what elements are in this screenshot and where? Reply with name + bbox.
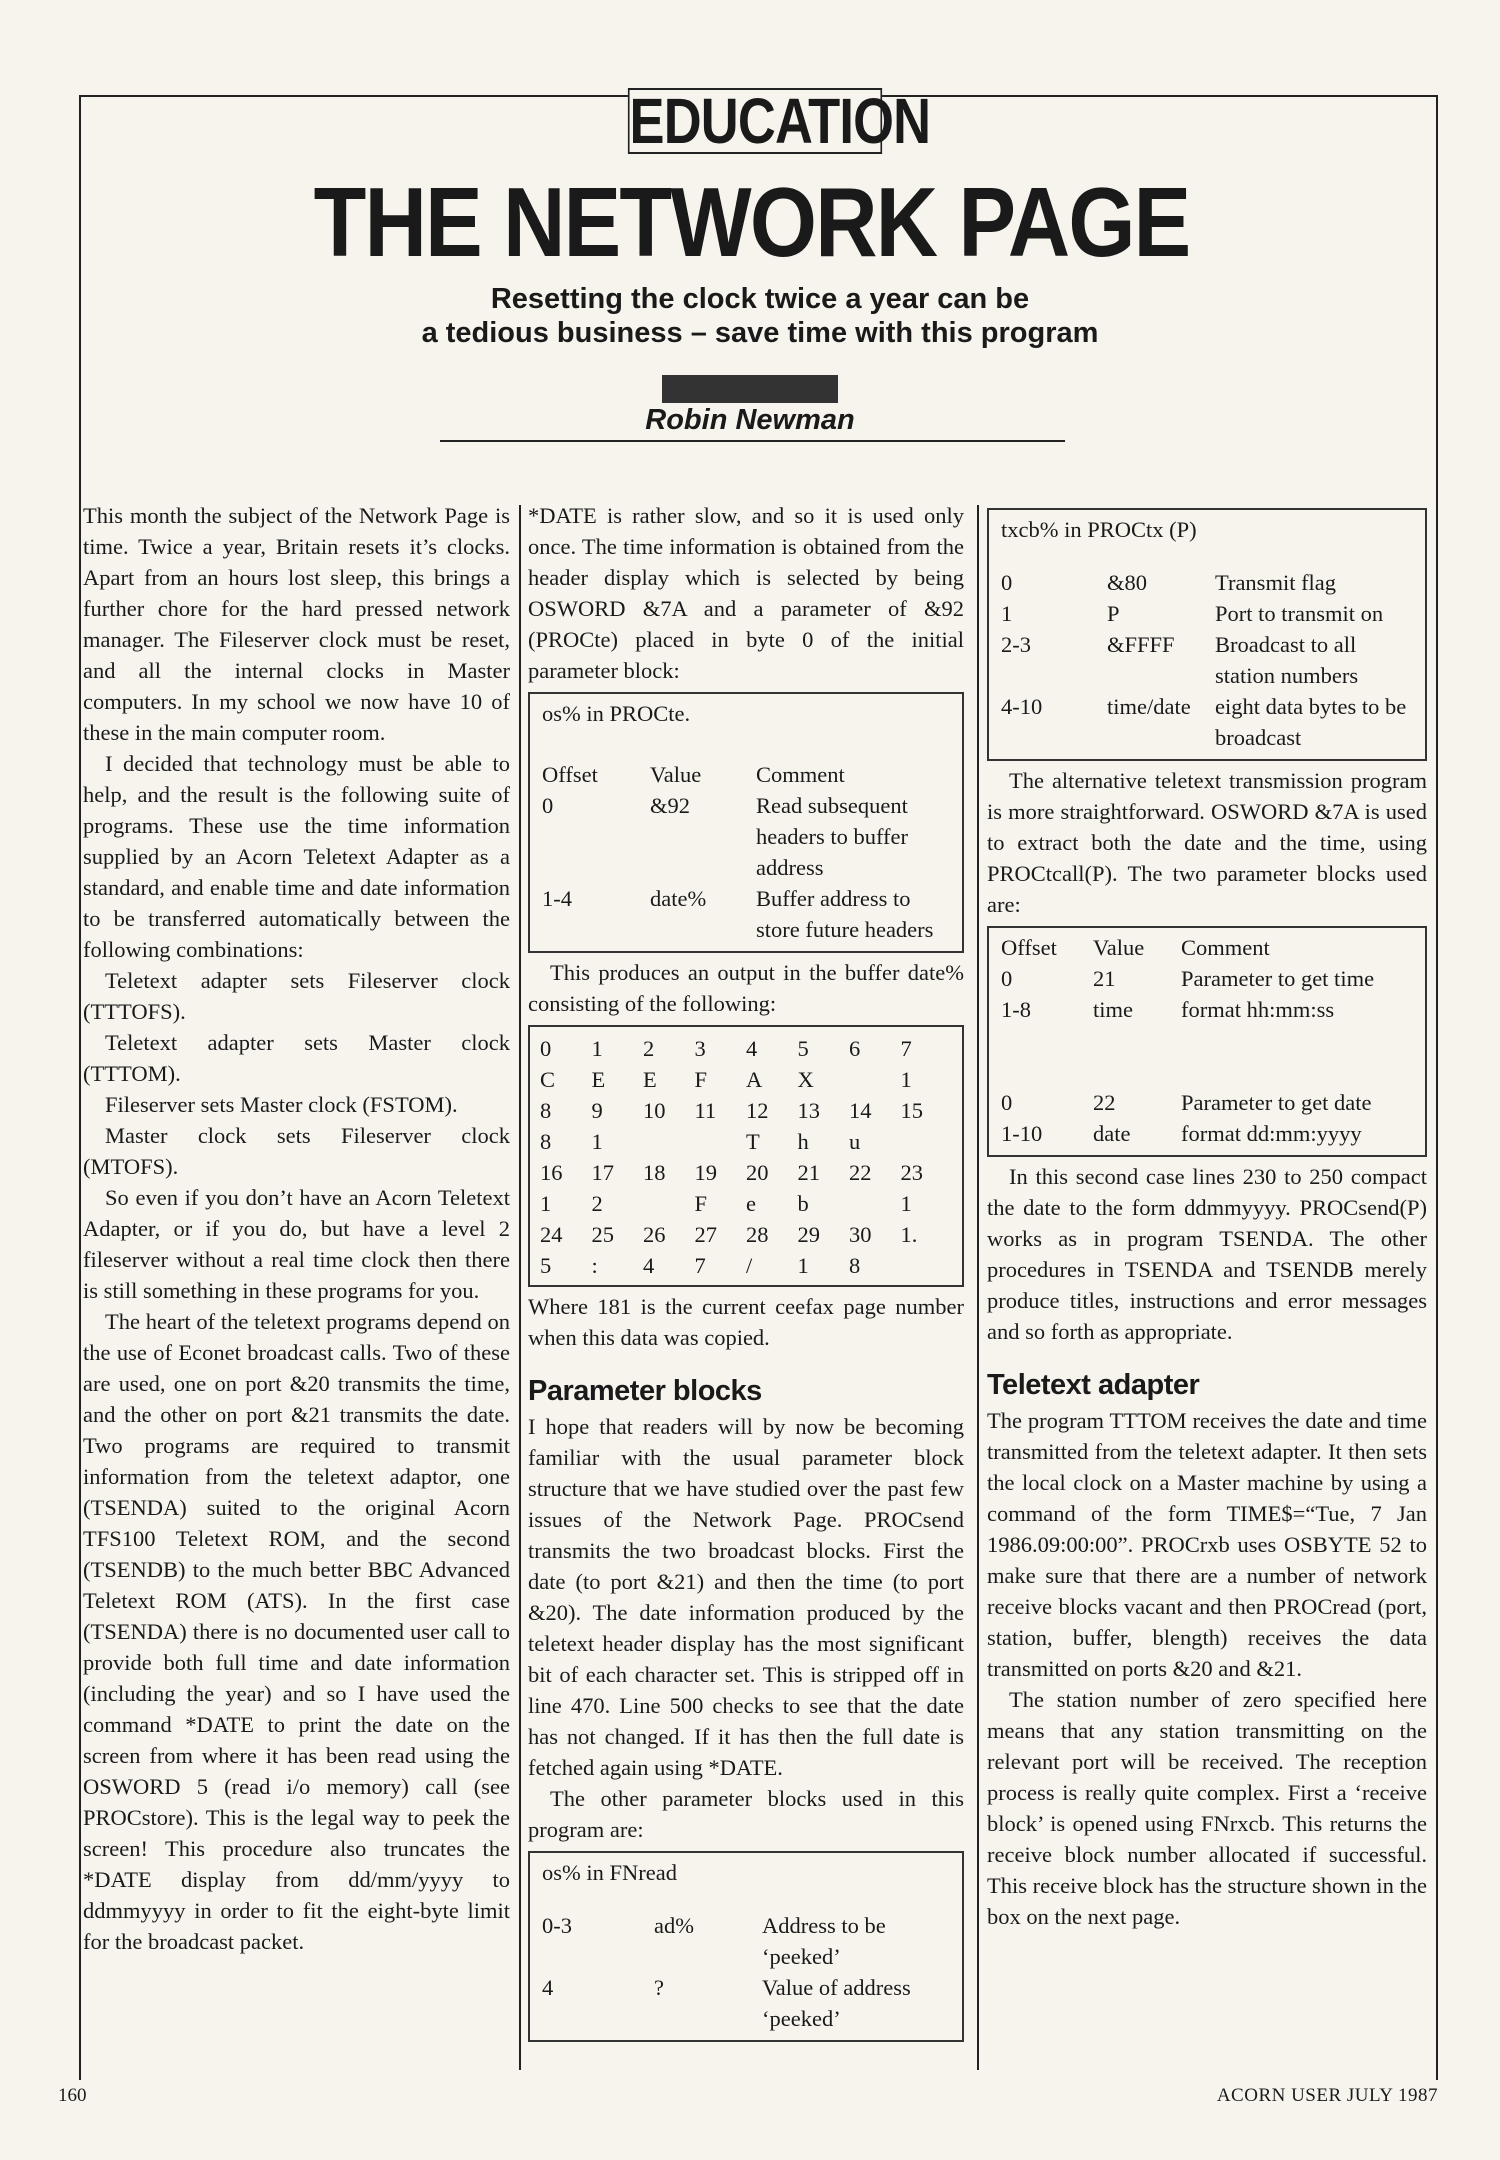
cell: format hh:mm:ss (1181, 997, 1335, 1022)
box-row (542, 790, 950, 883)
paragraph: The alternative teletext transmission program is more straightforward. OSWORD &7A is used to extract both the date and the time, using PROCtcall(P). The two parameter blocks used are: (987, 768, 1427, 917)
header-value: Value (650, 762, 702, 787)
buffer-grid (528, 1025, 964, 1287)
paragraph: I hope that readers will by now be becoming familiar with the usual parameter block structure that we have studied over the past few issues of the Network Page. PROCsend transmits the two broadcast blocks. First the date (to port &21) and then the time (to port &20). The date information produced by the teletext header display has the most significant bit of each character set. This is stripped off in line 470. Line 500 checks to see that the date has not changed. If it has then the full date is fetched again using *DATE. (528, 1414, 964, 1780)
grid-cell: F (694, 1191, 708, 1216)
grid-cell: 1 (540, 1191, 552, 1216)
header-comment: Comment (1181, 935, 1270, 960)
grid-cell: 13 (797, 1098, 820, 1123)
grid-cell: 17 (591, 1160, 614, 1185)
cell: Broadcast to all station numbers (1215, 632, 1359, 688)
grid-cell: 0 (540, 1036, 552, 1061)
grid-cell: 30 (849, 1222, 872, 1247)
grid-cell: 4 (746, 1036, 758, 1061)
cell: eight data bytes to be broadcast (1215, 694, 1407, 750)
cell: Address to be ‘peeked’ (762, 1913, 886, 1969)
section-heading: Parameter blocks (528, 1375, 762, 1407)
grid-row (540, 1126, 952, 1157)
grid-cell (901, 1126, 953, 1157)
grid-cell (849, 1064, 901, 1095)
box-row (1001, 994, 1413, 1025)
page-number: 160 (58, 2085, 87, 2106)
paragraph: In this second case lines 230 to 250 compact the date to the form ddmmyyyy. PROCsend(P) works as in program TSENDA. The other procedures in TSENDA and TSENDB merely produce titles, instructions and error messages and so forth as appropriate. (987, 1164, 1427, 1344)
cell: 0 (542, 793, 554, 818)
section-tag: EDUCATION (629, 85, 931, 157)
cell: Port to transmit on (1215, 601, 1384, 626)
grid-cell: h (797, 1129, 809, 1154)
grid-cell: 16 (540, 1160, 563, 1185)
grid-cell: 27 (694, 1222, 717, 1247)
cell: Value of address ‘peeked’ (762, 1975, 911, 2031)
grid-cell: F (694, 1067, 708, 1092)
grid-cell: T (746, 1129, 760, 1154)
cell: 0 (1001, 966, 1013, 991)
grid-cell: 7 (694, 1253, 706, 1278)
paragraph: The heart of the teletext programs depend on the use of Econet broadcast calls. Two of these are used, one on port &20 transmits the time, and the other on port &21 transmits the date. Two programs are required to transmit information from the teletext adaptor, one (TSENDA) suited to the original Acorn TFS100 Teletext ROM, and the second (TSENDB) to the much better BBC Advanced Teletext ROM (ATS). In the first case (TSENDA) there is no documented user call to provide both full time and date information (including the year) and so I have used the command *DATE to print the date on the screen from where it has been read using the OSWORD 5 (read i/o memory) call (see PROCstore). This is the legal way to peek the screen! This procedure also truncates the *DATE display from dd/mm/yyyy to ddmmyyyy in order to fit the eight-byte limit for the broadcast packet. (83, 1309, 510, 1954)
grid-row (540, 1157, 952, 1188)
magazine-footer: ACORN USER JULY 1987 (1216, 2085, 1438, 2106)
paragraph: So even if you don’t have an Acorn Teletext Adapter, or if you do, but have a level 2 fileserver without a real time clock then there is still something in these programs for you. (83, 1185, 510, 1303)
column-2 (528, 500, 964, 2046)
grid-cell: 1. (900, 1222, 918, 1247)
paragraph: This produces an output in the buffer date% consisting of the following: (528, 960, 964, 1016)
grid-cell: C (540, 1067, 556, 1092)
cell: 22 (1093, 1090, 1116, 1115)
grid-row (540, 1033, 952, 1064)
header-offset: Offset (542, 762, 598, 787)
cell: Parameter to get date (1181, 1090, 1372, 1115)
grid-cell: 29 (797, 1222, 820, 1247)
box-row (1001, 598, 1413, 629)
grid-cell: E (591, 1067, 606, 1092)
grid-cell: 6 (849, 1036, 861, 1061)
cell: Parameter to get time (1181, 966, 1375, 991)
byline-rule (440, 440, 1065, 442)
param-box-txcb (987, 508, 1427, 761)
grid-cell: X (797, 1067, 814, 1092)
column-rule (519, 505, 521, 2070)
cell: P (1107, 601, 1120, 626)
cell: 0 (1001, 570, 1013, 595)
column-1 (83, 500, 510, 1957)
box-title: os% in PROCte. (542, 701, 691, 726)
paragraph: The program TTTOM receives the date and time transmitted from the teletext adapter. It then sets the local clock on a Master machine by using a command of the form TIME$=“Tue, 7 Jan 1986.09:00:00”. PROCrxb uses OSBYTE 52 to make sure that there are a number of network receive blocks vacant and then PROCread (port, station, buffer, blength) receives the data transmitted on ports &20 and &21. (987, 1408, 1427, 1681)
grid-cell: 1 (900, 1067, 912, 1092)
cell: 1-8 (1001, 997, 1031, 1022)
cell: Transmit flag (1215, 570, 1337, 595)
grid-cell: 25 (591, 1222, 614, 1247)
paragraph: Teletext adapter sets Fileserver clock (TTTOFS). (83, 968, 510, 1024)
grid-row (540, 1095, 952, 1126)
box-title: txcb% in PROCtx (P) (1001, 517, 1197, 542)
column-rule (977, 505, 979, 2070)
paragraph: The other parameter blocks used in this program are: (528, 1786, 964, 1842)
section-heading: Teletext adapter (987, 1369, 1200, 1401)
grid-cell: 19 (694, 1160, 717, 1185)
cell: 1 (1001, 601, 1013, 626)
cell: &92 (650, 793, 691, 818)
grid-cell: 26 (643, 1222, 666, 1247)
grid-cell: e (746, 1191, 756, 1216)
grid-cell: 4 (643, 1253, 655, 1278)
cell: 2-3 (1001, 632, 1031, 657)
grid-cell: 8 (540, 1129, 552, 1154)
grid-cell (849, 1188, 901, 1219)
paragraph: This month the subject of the Network Page is time. Twice a year, Britain resets it’s clocks. Apart from an hours lost sleep, this brings a further chore for the hard pressed network manager. The Fileserver clock must be reset, and all the internal clocks in Master computers. In my school we now have 10 of these in the main computer room. (83, 503, 510, 745)
grid-cell: 12 (746, 1098, 769, 1123)
cell: &80 (1107, 570, 1148, 595)
grid-row (540, 1250, 952, 1281)
box-row (1001, 1087, 1413, 1118)
grid-cell: 15 (900, 1098, 923, 1123)
grid-cell (901, 1250, 953, 1281)
grid-cell: A (746, 1067, 763, 1092)
param-box-tcall (987, 926, 1427, 1157)
grid-cell: 20 (746, 1160, 769, 1185)
param-box-fnread (528, 1851, 964, 2042)
cell: 0-3 (542, 1913, 572, 1938)
cell: Read subsequent headers to buffer address (756, 793, 909, 880)
subtitle-line-2: a tedious business – save time with this program (421, 317, 1099, 349)
grid-cell: 8 (540, 1098, 552, 1123)
grid-cell: 5 (540, 1253, 552, 1278)
paragraph: I decided that technology must be able to help, and the result is the following suite of programs. These use the time information supplied by an Acorn Teletext Adapter as a standard, and enable time and date information to be transferred automatically between the following combinations: (83, 751, 510, 962)
box-title: os% in FNread (542, 1860, 677, 1885)
grid-row (540, 1188, 952, 1219)
cell: date% (650, 886, 707, 911)
author-bar (662, 375, 838, 403)
grid-cell: 18 (643, 1160, 666, 1185)
cell: 4 (542, 1975, 554, 2000)
grid-cell: 1 (797, 1253, 809, 1278)
author-byline: Robin Newman (645, 404, 855, 436)
paragraph: Fileserver sets Master clock (FSTOM). (105, 1092, 458, 1117)
header-comment: Comment (756, 762, 845, 787)
page-title: THE NETWORK PAGE (313, 167, 1190, 277)
box-row (1001, 963, 1413, 994)
grid-cell: 3 (694, 1036, 706, 1061)
cell: &FFFF (1107, 632, 1175, 657)
paragraph: Teletext adapter sets Master clock (TTTOM). (83, 1030, 510, 1086)
box-row (1001, 567, 1413, 598)
cell: 4-10 (1001, 694, 1043, 719)
grid-cell: 14 (849, 1098, 872, 1123)
grid-cell: 2 (643, 1036, 655, 1061)
grid-cell (643, 1188, 695, 1219)
subtitle (350, 282, 1170, 350)
cell: 1-10 (1001, 1121, 1043, 1146)
box-header-row (542, 759, 950, 790)
box-row (542, 1910, 950, 1972)
grid-cell: 8 (849, 1253, 861, 1278)
header-offset: Offset (1001, 935, 1057, 960)
paragraph: Where 181 is the current ceefax page number when this data was copied. (528, 1294, 964, 1350)
box-row (1001, 1118, 1413, 1149)
cell: ? (654, 1975, 664, 2000)
box-row (1001, 629, 1413, 691)
cell: 1-4 (542, 886, 572, 911)
grid-cell: 5 (797, 1036, 809, 1061)
grid-cell: 2 (591, 1191, 603, 1216)
box-header-row (1001, 932, 1413, 963)
paragraph: *DATE is rather slow, and so it is used only once. The time information is obtained from the header display which is selected by being OSWORD &7A and a parameter of &92 (PROCte) placed in byte 0 of the initial parameter block: (528, 503, 964, 683)
grid-cell (695, 1126, 747, 1157)
grid-cell: E (643, 1067, 657, 1092)
box-row (542, 1972, 950, 2034)
cell: ad% (654, 1913, 694, 1938)
grid-cell: 21 (797, 1160, 820, 1185)
grid-cell: 22 (849, 1160, 872, 1185)
cell: Buffer address to store future headers (756, 886, 934, 942)
paragraph: The station number of zero specified here means that any station transmitting on the relevant port will be received. The reception process is really quite complex. First a ‘receive block’ is opened using FNrxcb. This returns the receive block number allocated if successful. This receive block has the structure shown in the box on the next page. (987, 1687, 1427, 1929)
grid-cell: b (797, 1191, 809, 1216)
cell: date (1093, 1121, 1131, 1146)
paragraph: Master clock sets Fileserver clock (MTOFS). (83, 1123, 510, 1179)
cell: 0 (1001, 1090, 1013, 1115)
grid-cell (643, 1126, 695, 1157)
subtitle-line-1: Resetting the clock twice a year can be (490, 283, 1030, 315)
grid-cell: 10 (643, 1098, 666, 1123)
param-box-procte (528, 692, 964, 953)
grid-cell: : (591, 1253, 598, 1278)
grid-cell: 9 (591, 1098, 603, 1123)
grid-cell: 11 (694, 1098, 717, 1123)
grid-cell: u (849, 1129, 861, 1154)
grid-cell: 23 (900, 1160, 923, 1185)
grid-cell: 24 (540, 1222, 563, 1247)
grid-cell: 1 (900, 1191, 912, 1216)
cell: 21 (1093, 966, 1116, 991)
grid-row (540, 1219, 952, 1250)
grid-cell: 7 (900, 1036, 912, 1061)
cell: time (1093, 997, 1133, 1022)
grid-cell: 28 (746, 1222, 769, 1247)
grid-cell: 1 (591, 1129, 603, 1154)
header-value: Value (1093, 935, 1145, 960)
grid-cell: / (746, 1253, 753, 1278)
cell: format dd:mm:yyyy (1181, 1121, 1362, 1146)
column-3 (987, 500, 1427, 1932)
grid-row (540, 1064, 952, 1095)
grid-cell: 1 (591, 1036, 603, 1061)
cell: time/date (1107, 694, 1191, 719)
box-row (542, 883, 950, 945)
box-row (1001, 691, 1413, 753)
